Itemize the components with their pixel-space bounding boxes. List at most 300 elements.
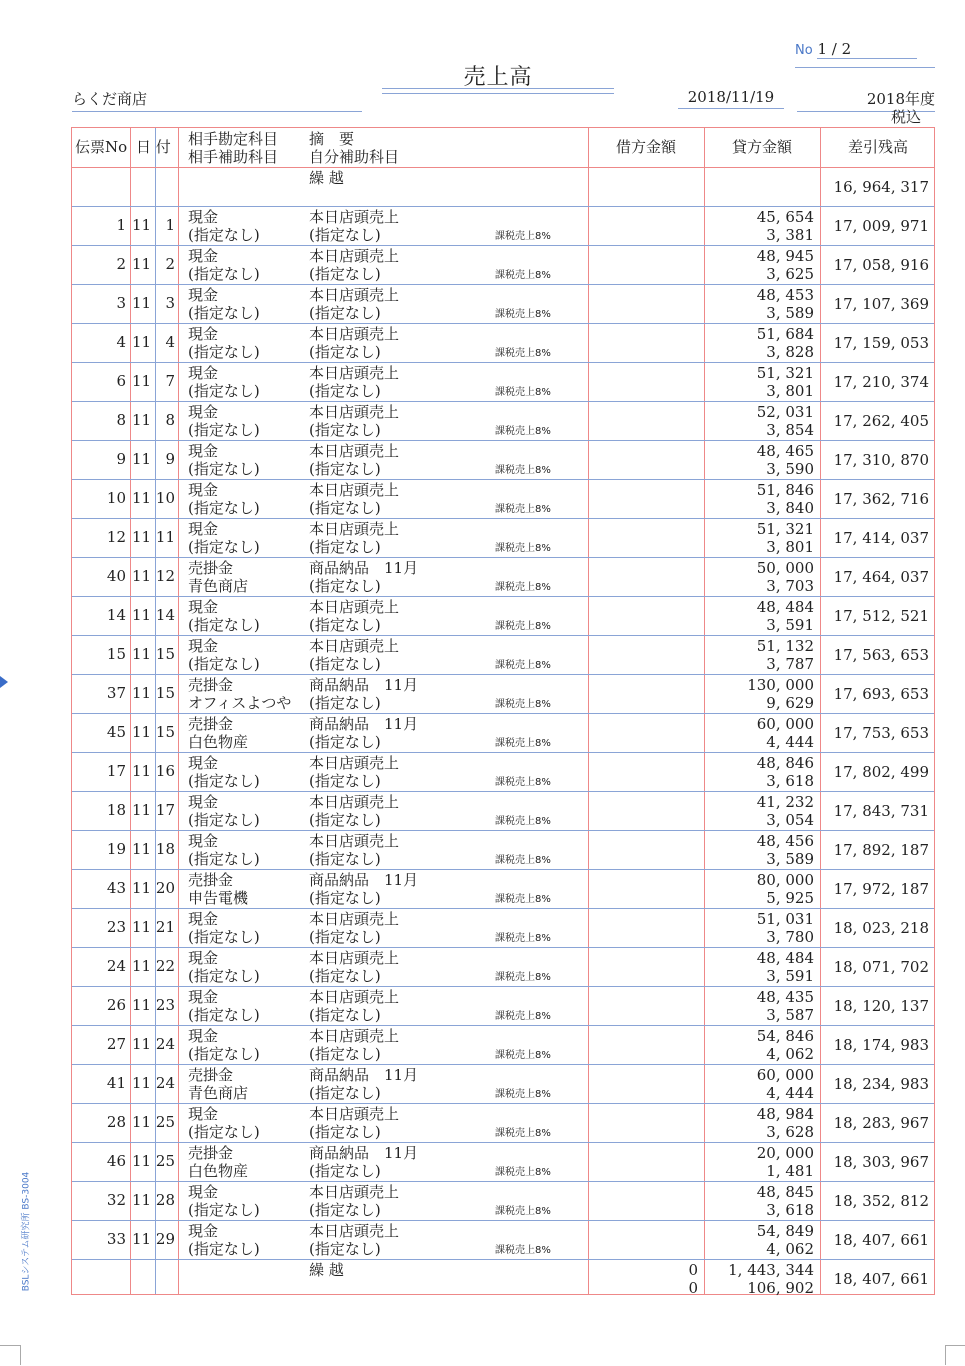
counter-account: 現金: [188, 637, 219, 655]
row-rule: [72, 1220, 934, 1221]
credit-amount: 45, 654: [756, 208, 814, 226]
day: 9: [165, 450, 175, 468]
credit-tax-amount: 3, 703: [766, 577, 814, 595]
month: 11: [132, 333, 152, 351]
header-debit: 借方金額: [615, 138, 676, 156]
credit-amount: 50, 000: [756, 559, 814, 577]
counter-sub-account: 申告電機: [188, 889, 249, 907]
credit-tax-amount: 3, 625: [766, 265, 814, 283]
slip-number: 40: [106, 567, 126, 585]
month: 11: [132, 450, 152, 468]
balance: 17, 310, 870: [833, 451, 929, 469]
own-sub-account: (指定なし): [309, 421, 381, 439]
balance: 17, 009, 971: [833, 217, 929, 235]
counter-account: 売掛金: [188, 871, 234, 889]
slip-number: 2: [116, 255, 126, 273]
credit-amount: 41, 232: [756, 793, 814, 811]
counter-account: 現金: [188, 286, 219, 304]
credit-amount: 48, 845: [756, 1183, 814, 1201]
counter-account: 現金: [188, 520, 219, 538]
credit-tax-amount: 3, 854: [766, 421, 814, 439]
day: 20: [155, 879, 175, 897]
counter-sub-account: (指定なし): [188, 811, 260, 829]
summary: 本日店頭売上: [309, 364, 400, 382]
header-balance: 差引残高: [847, 138, 908, 156]
slip-number: 9: [116, 450, 126, 468]
row-rule: [72, 557, 934, 558]
credit-amount: 54, 846: [756, 1027, 814, 1045]
own-sub-account: (指定なし): [309, 811, 381, 829]
page-number-underline: [795, 67, 935, 68]
row-rule: [72, 674, 934, 675]
summary: 商品納品 11月: [309, 559, 419, 577]
month: 11: [132, 684, 152, 702]
balance: 17, 753, 653: [833, 724, 929, 742]
row-rule: [72, 1103, 934, 1104]
footer-balance: 18, 407, 661: [833, 1270, 929, 1288]
side-note: BSLシステム研究所 BS-3004: [21, 1171, 32, 1292]
page-number: [795, 40, 935, 68]
summary: 本日店頭売上: [309, 208, 400, 226]
summary: 商品納品 11月: [309, 1066, 419, 1084]
counter-sub-account: (指定なし): [188, 850, 260, 868]
counter-account: 売掛金: [188, 1144, 234, 1162]
own-sub-account: (指定なし): [309, 1240, 381, 1258]
tax-category: 課税売上8%: [495, 270, 551, 281]
counter-account: 現金: [188, 910, 219, 928]
counter-account: 現金: [188, 364, 219, 382]
credit-tax-amount: 9, 629: [766, 694, 814, 712]
counter-account: 現金: [188, 754, 219, 772]
balance: 17, 843, 731: [833, 802, 929, 820]
carry-forward-balance: 16, 964, 317: [833, 178, 929, 196]
own-sub-account: (指定なし): [309, 1123, 381, 1141]
tax-category: 課税売上8%: [495, 1011, 551, 1022]
balance: 17, 262, 405: [833, 412, 929, 430]
counter-sub-account: (指定なし): [188, 343, 260, 361]
report-date: 2018/11/19: [678, 88, 784, 109]
counter-account: 現金: [188, 832, 219, 850]
tax-category: 課税売上8%: [495, 699, 551, 710]
row-rule: [72, 518, 934, 519]
row-rule: [72, 947, 934, 948]
own-sub-account: (指定なし): [309, 304, 381, 322]
header-date: 日 付: [136, 138, 171, 156]
day: 15: [155, 684, 175, 702]
slip-number: 43: [106, 879, 126, 897]
credit-tax-amount: 3, 840: [766, 499, 814, 517]
day: 15: [155, 645, 175, 663]
row-rule: [72, 323, 934, 324]
month: 11: [132, 1230, 152, 1248]
day: 15: [155, 723, 175, 741]
tax-category: 課税売上8%: [495, 309, 551, 320]
footer-credit-tax: 106, 902: [747, 1279, 814, 1297]
month: 11: [132, 840, 152, 858]
counter-sub-account: 青色商店: [188, 1084, 249, 1102]
summary: 商品納品 11月: [309, 1144, 419, 1162]
counter-account: 現金: [188, 1027, 219, 1045]
slip-number: 26: [106, 996, 126, 1014]
own-sub-account: (指定なし): [309, 772, 381, 790]
day: 10: [155, 489, 175, 507]
month: 11: [132, 1035, 152, 1053]
balance: 17, 693, 653: [833, 685, 929, 703]
credit-amount: 51, 321: [756, 364, 814, 382]
day: 8: [165, 411, 175, 429]
counter-account: 現金: [188, 598, 219, 616]
header-summary: 摘 要: [309, 130, 355, 148]
credit-amount: 51, 846: [756, 481, 814, 499]
own-sub-account: (指定なし): [309, 1045, 381, 1063]
counter-account: 売掛金: [188, 559, 234, 577]
own-sub-account: (指定なし): [309, 694, 381, 712]
slip-number: 27: [106, 1035, 126, 1053]
month: 11: [132, 957, 152, 975]
balance: 17, 107, 369: [833, 295, 929, 313]
row-rule: [72, 830, 934, 831]
counter-sub-account: (指定なし): [188, 772, 260, 790]
own-sub-account: (指定なし): [309, 382, 381, 400]
month: 11: [132, 489, 152, 507]
month: 11: [132, 996, 152, 1014]
month: 11: [132, 606, 152, 624]
row-rule: [72, 479, 934, 480]
counter-account: 現金: [188, 1105, 219, 1123]
own-sub-account: (指定なし): [309, 265, 381, 283]
tax-category: 課税売上8%: [495, 1167, 551, 1178]
own-sub-account: (指定なし): [309, 577, 381, 595]
balance: 17, 159, 053: [833, 334, 929, 352]
counter-sub-account: (指定なし): [188, 655, 260, 673]
credit-tax-amount: 3, 054: [766, 811, 814, 829]
day: 24: [155, 1074, 175, 1092]
report-title: 売上高: [463, 65, 533, 90]
page-marker-icon: [0, 676, 8, 688]
counter-account: 売掛金: [188, 715, 234, 733]
carry-forward-label: 繰 越: [309, 169, 344, 187]
row-rule: [72, 1259, 934, 1260]
balance: 18, 120, 137: [833, 997, 929, 1015]
credit-tax-amount: 3, 589: [766, 304, 814, 322]
slip-number: 23: [106, 918, 126, 936]
balance: 17, 210, 374: [833, 373, 929, 391]
balance: 18, 352, 812: [833, 1192, 929, 1210]
counter-account: 現金: [188, 481, 219, 499]
credit-tax-amount: 3, 587: [766, 1006, 814, 1024]
header-rule: [72, 167, 934, 168]
counter-account: 現金: [188, 793, 219, 811]
day: 4: [165, 333, 175, 351]
credit-tax-amount: 4, 062: [766, 1045, 814, 1063]
day: 2: [165, 255, 175, 273]
page-no-label: No: [795, 43, 813, 58]
row-rule: [72, 206, 934, 207]
header-counter-account: 相手勘定科目: [188, 130, 279, 148]
footer-label: 繰 越: [309, 1261, 344, 1279]
tax-category: 課税売上8%: [495, 738, 551, 749]
month: 11: [132, 372, 152, 390]
row-rule: [72, 440, 934, 441]
header-credit: 貸方金額: [731, 138, 792, 156]
credit-tax-amount: 3, 801: [766, 538, 814, 556]
header-own-sub: 自分補助科目: [309, 148, 400, 166]
counter-account: 現金: [188, 403, 219, 421]
month: 11: [132, 918, 152, 936]
tax-category: 課税売上8%: [495, 1206, 551, 1217]
tax-category: 課税売上8%: [495, 504, 551, 515]
tax-category: 課税売上8%: [495, 777, 551, 788]
column-divider: [588, 128, 589, 1294]
tax-mode: 税込: [890, 108, 921, 126]
balance: 17, 414, 037: [833, 529, 929, 547]
summary: 本日店頭売上: [309, 988, 400, 1006]
counter-sub-account: (指定なし): [188, 1006, 260, 1024]
month: 11: [132, 801, 152, 819]
tax-category: 課税売上8%: [495, 465, 551, 476]
credit-tax-amount: 3, 828: [766, 343, 814, 361]
row-rule: [72, 908, 934, 909]
summary: 本日店頭売上: [309, 1183, 400, 1201]
column-divider: [178, 128, 179, 1294]
tax-category: 課税売上8%: [495, 582, 551, 593]
slip-number: 45: [106, 723, 126, 741]
day: 24: [155, 1035, 175, 1053]
day: 7: [165, 372, 175, 390]
tax-category: 課税売上8%: [495, 1245, 551, 1256]
header-counter-sub: 相手補助科目: [188, 148, 279, 166]
summary: 本日店頭売上: [309, 286, 400, 304]
credit-tax-amount: 3, 589: [766, 850, 814, 868]
credit-tax-amount: 1, 481: [766, 1162, 814, 1180]
credit-amount: 51, 132: [756, 637, 814, 655]
slip-number: 18: [106, 801, 126, 819]
row-rule: [72, 596, 934, 597]
tax-category: 課税売上8%: [495, 621, 551, 632]
day: 25: [155, 1152, 175, 1170]
row-rule: [72, 752, 934, 753]
balance: 17, 058, 916: [833, 256, 929, 274]
ledger-table: [71, 127, 935, 1295]
summary: 本日店頭売上: [309, 598, 400, 616]
counter-sub-account: (指定なし): [188, 967, 260, 985]
tax-category: 課税売上8%: [495, 426, 551, 437]
month: 11: [132, 762, 152, 780]
tax-category: 課税売上8%: [495, 855, 551, 866]
counter-sub-account: (指定なし): [188, 460, 260, 478]
own-sub-account: (指定なし): [309, 850, 381, 868]
own-sub-account: (指定なし): [309, 889, 381, 907]
balance: 17, 892, 187: [833, 841, 929, 859]
slip-number: 6: [116, 372, 126, 390]
balance: 18, 303, 967: [833, 1153, 929, 1171]
credit-amount: 20, 000: [756, 1144, 814, 1162]
credit-amount: 52, 031: [756, 403, 814, 421]
slip-number: 3: [116, 294, 126, 312]
counter-account: 現金: [188, 247, 219, 265]
own-sub-account: (指定なし): [309, 928, 381, 946]
slip-number: 10: [106, 489, 126, 507]
month: 11: [132, 216, 152, 234]
counter-sub-account: 白色物産: [188, 733, 249, 751]
footer-credit: 1, 443, 344: [728, 1261, 814, 1279]
month: 11: [132, 528, 152, 546]
tax-category: 課税売上8%: [495, 1128, 551, 1139]
slip-number: 28: [106, 1113, 126, 1131]
counter-sub-account: オフィスよつや: [188, 694, 292, 712]
tax-category: 課税売上8%: [495, 972, 551, 983]
counter-sub-account: (指定なし): [188, 538, 260, 556]
month: 11: [132, 879, 152, 897]
credit-tax-amount: 3, 801: [766, 382, 814, 400]
counter-account: 現金: [188, 1183, 219, 1201]
own-sub-account: (指定なし): [309, 616, 381, 634]
credit-amount: 48, 435: [756, 988, 814, 1006]
crop-mark: [0, 1345, 20, 1346]
slip-number: 37: [106, 684, 126, 702]
credit-amount: 51, 684: [756, 325, 814, 343]
row-rule: [72, 635, 934, 636]
credit-amount: 48, 984: [756, 1105, 814, 1123]
slip-number: 19: [106, 840, 126, 858]
month: 11: [132, 1113, 152, 1131]
credit-amount: 48, 465: [756, 442, 814, 460]
balance: 18, 283, 967: [833, 1114, 929, 1132]
counter-account: 現金: [188, 208, 219, 226]
credit-tax-amount: 4, 444: [766, 733, 814, 751]
balance: 18, 071, 702: [833, 958, 929, 976]
footer-debit: 0: [688, 1261, 698, 1279]
slip-number: 4: [116, 333, 126, 351]
row-rule: [72, 791, 934, 792]
counter-sub-account: (指定なし): [188, 304, 260, 322]
summary: 商品納品 11月: [309, 715, 419, 733]
credit-amount: 54, 849: [756, 1222, 814, 1240]
summary: 本日店頭売上: [309, 793, 400, 811]
credit-amount: 60, 000: [756, 1066, 814, 1084]
credit-amount: 80, 000: [756, 871, 814, 889]
fiscal-year: 2018年度: [797, 88, 935, 112]
counter-sub-account: (指定なし): [188, 226, 260, 244]
counter-sub-account: (指定なし): [188, 421, 260, 439]
day: 23: [155, 996, 175, 1014]
credit-tax-amount: 4, 444: [766, 1084, 814, 1102]
summary: 本日店頭売上: [309, 1105, 400, 1123]
counter-account: 現金: [188, 325, 219, 343]
summary: 本日店頭売上: [309, 442, 400, 460]
counter-account: 売掛金: [188, 676, 234, 694]
credit-amount: 48, 456: [756, 832, 814, 850]
month: 11: [132, 723, 152, 741]
row-rule: [72, 1025, 934, 1026]
counter-sub-account: 白色物産: [188, 1162, 249, 1180]
own-sub-account: (指定なし): [309, 1201, 381, 1219]
crop-mark: [20, 1345, 21, 1365]
counter-sub-account: (指定なし): [188, 382, 260, 400]
month: 11: [132, 294, 152, 312]
credit-amount: 48, 453: [756, 286, 814, 304]
row-rule: [72, 401, 934, 402]
tax-category: 課税売上8%: [495, 1050, 551, 1061]
crop-mark: [945, 1345, 965, 1346]
counter-sub-account: (指定なし): [188, 499, 260, 517]
credit-amount: 48, 484: [756, 598, 814, 616]
own-sub-account: (指定なし): [309, 733, 381, 751]
credit-tax-amount: 3, 780: [766, 928, 814, 946]
summary: 本日店頭売上: [309, 910, 400, 928]
slip-number: 17: [106, 762, 126, 780]
day: 29: [155, 1230, 175, 1248]
day: 18: [155, 840, 175, 858]
row-rule: [72, 1064, 934, 1065]
day: 22: [155, 957, 175, 975]
balance: 17, 362, 716: [833, 490, 929, 508]
month: 11: [132, 645, 152, 663]
credit-tax-amount: 3, 787: [766, 655, 814, 673]
day: 25: [155, 1113, 175, 1131]
summary: 本日店頭売上: [309, 949, 400, 967]
month: 11: [132, 1074, 152, 1092]
footer-debit-tax: 0: [688, 1279, 698, 1297]
slip-number: 46: [106, 1152, 126, 1170]
row-rule: [72, 362, 934, 363]
header-slip-no: 伝票No: [75, 138, 128, 156]
credit-amount: 130, 000: [747, 676, 814, 694]
counter-account: 現金: [188, 442, 219, 460]
own-sub-account: (指定なし): [309, 1084, 381, 1102]
column-divider: [130, 128, 131, 1294]
balance: 18, 234, 983: [833, 1075, 929, 1093]
credit-amount: 51, 031: [756, 910, 814, 928]
day: 16: [155, 762, 175, 780]
own-sub-account: (指定なし): [309, 1006, 381, 1024]
slip-number: 15: [106, 645, 126, 663]
row-rule: [72, 245, 934, 246]
own-sub-account: (指定なし): [309, 655, 381, 673]
own-sub-account: (指定なし): [309, 538, 381, 556]
counter-account: 現金: [188, 949, 219, 967]
summary: 本日店頭売上: [309, 403, 400, 421]
credit-tax-amount: 5, 925: [766, 889, 814, 907]
balance: 18, 023, 218: [833, 919, 929, 937]
counter-account: 売掛金: [188, 1066, 234, 1084]
balance: 17, 464, 037: [833, 568, 929, 586]
own-sub-account: (指定なし): [309, 499, 381, 517]
slip-number: 12: [106, 528, 126, 546]
tax-category: 課税売上8%: [495, 348, 551, 359]
own-sub-account: (指定なし): [309, 967, 381, 985]
summary: 本日店頭売上: [309, 247, 400, 265]
day: 3: [165, 294, 175, 312]
day: 28: [155, 1191, 175, 1209]
slip-number: 41: [106, 1074, 126, 1092]
tax-category: 課税売上8%: [495, 231, 551, 242]
balance: 18, 174, 983: [833, 1036, 929, 1054]
own-sub-account: (指定なし): [309, 226, 381, 244]
page-number-value: 1 / 2: [817, 40, 917, 59]
credit-amount: 60, 000: [756, 715, 814, 733]
row-rule: [72, 869, 934, 870]
summary: 本日店頭売上: [309, 637, 400, 655]
credit-amount: 48, 484: [756, 949, 814, 967]
counter-sub-account: (指定なし): [188, 616, 260, 634]
summary: 本日店頭売上: [309, 832, 400, 850]
counter-sub-account: 青色商店: [188, 577, 249, 595]
credit-tax-amount: 4, 062: [766, 1240, 814, 1258]
credit-tax-amount: 3, 591: [766, 616, 814, 634]
counter-account: 現金: [188, 988, 219, 1006]
summary: 本日店頭売上: [309, 1027, 400, 1045]
